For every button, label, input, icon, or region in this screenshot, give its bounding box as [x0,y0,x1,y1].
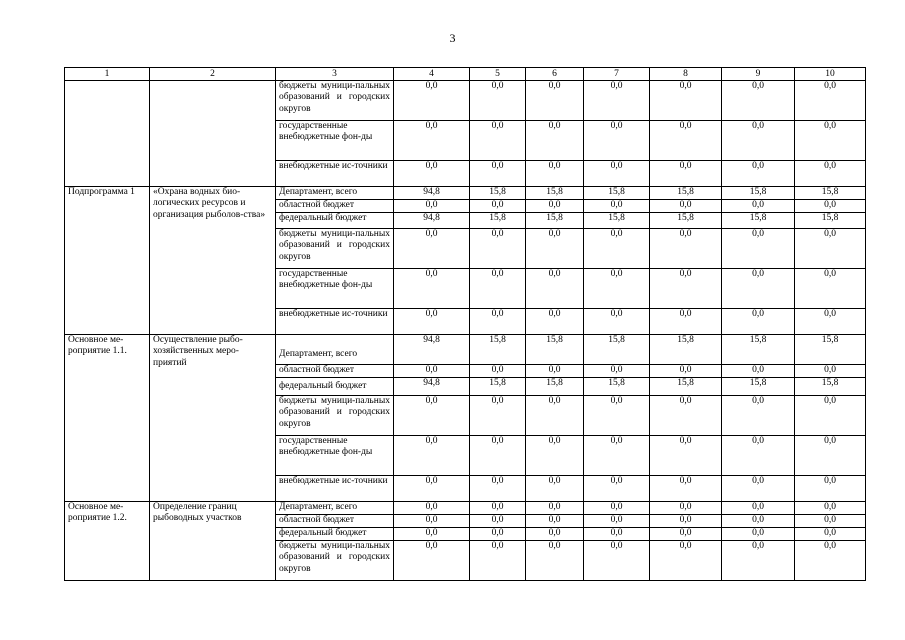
value-cell: 15,8 [650,335,722,365]
value-cell: 0,0 [722,121,795,161]
funding-source-cell: государственные внебюджетные фон-ды [276,121,394,161]
value-cell: 0,0 [795,309,866,335]
funding-source-cell: бюджеты муници-пальных образований и городских округов [276,396,394,436]
value-cell: 15,8 [584,378,650,396]
value-cell: 0,0 [722,396,795,436]
value-cell: 0,0 [650,229,722,269]
value-cell: 0,0 [526,121,584,161]
funding-source-cell: государственные внебюджетные фон-ды [276,269,394,309]
value-cell: 15,8 [795,213,866,229]
value-cell: 15,8 [650,187,722,200]
value-cell: 0,0 [526,436,584,476]
value-cell: 0,0 [394,200,470,213]
value-cell: 0,0 [526,229,584,269]
value-cell: 0,0 [795,121,866,161]
value-cell: 0,0 [526,502,584,515]
value-cell: 0,0 [526,200,584,213]
value-cell: 0,0 [526,541,584,581]
header-cell: 6 [526,68,584,81]
value-cell: 0,0 [584,515,650,528]
value-cell: 15,8 [795,335,866,365]
funding-source-cell: федеральный бюджет [276,528,394,541]
value-cell: 15,8 [722,187,795,200]
value-cell: 0,0 [394,436,470,476]
value-cell: 0,0 [526,476,584,502]
value-cell: 0,0 [795,476,866,502]
value-cell: 0,0 [650,396,722,436]
value-cell: 0,0 [795,502,866,515]
funding-source-cell: бюджеты муници-пальных образований и городских округов [276,541,394,581]
value-cell: 94,8 [394,335,470,365]
value-cell: 0,0 [394,161,470,187]
value-cell: 94,8 [394,378,470,396]
value-cell: 15,8 [470,187,526,200]
value-cell: 0,0 [795,269,866,309]
value-cell: 0,0 [526,528,584,541]
value-cell: 0,0 [795,515,866,528]
header-cell: 7 [584,68,650,81]
value-cell: 0,0 [526,515,584,528]
value-cell: 0,0 [650,200,722,213]
value-cell: 0,0 [584,436,650,476]
value-cell: 0,0 [650,121,722,161]
value-cell: 0,0 [650,269,722,309]
value-cell: 15,8 [584,335,650,365]
value-cell: 0,0 [470,81,526,121]
value-cell: 0,0 [722,365,795,378]
funding-source-cell: Департамент, всего [276,187,394,200]
value-cell: 15,8 [584,187,650,200]
value-cell: 0,0 [584,476,650,502]
value-cell: 0,0 [795,541,866,581]
value-cell: 0,0 [394,229,470,269]
value-cell: 0,0 [722,200,795,213]
funding-source-cell: Департамент, всего [276,502,394,515]
value-cell: 94,8 [394,187,470,200]
value-cell: 0,0 [795,396,866,436]
funding-source-cell: областной бюджет [276,515,394,528]
table-row [65,335,866,365]
value-cell: 0,0 [470,229,526,269]
value-cell: 0,0 [470,121,526,161]
value-cell: 0,0 [470,161,526,187]
value-cell: 15,8 [650,213,722,229]
funding-source-cell: федеральный бюджет [276,378,394,396]
value-cell: 15,8 [795,187,866,200]
value-cell: 0,0 [584,396,650,436]
value-cell: 0,0 [526,309,584,335]
value-cell: 0,0 [584,81,650,121]
funding-table [64,67,866,581]
value-cell: 0,0 [795,81,866,121]
value-cell: 15,8 [795,378,866,396]
funding-source-cell: государственные внебюджетные фон-ды [276,436,394,476]
value-cell: 0,0 [795,229,866,269]
value-cell: 0,0 [722,541,795,581]
value-cell: 0,0 [526,161,584,187]
value-cell: 0,0 [526,81,584,121]
value-cell: 0,0 [470,502,526,515]
table-body [65,68,866,581]
value-cell: 15,8 [584,213,650,229]
value-cell: 0,0 [722,309,795,335]
value-cell: 0,0 [722,515,795,528]
value-cell: 0,0 [650,161,722,187]
value-cell: 0,0 [526,269,584,309]
value-cell: 0,0 [470,309,526,335]
value-cell: 0,0 [795,365,866,378]
value-cell: 0,0 [394,476,470,502]
header-cell: 5 [470,68,526,81]
value-cell: 0,0 [584,200,650,213]
value-cell: 0,0 [394,515,470,528]
value-cell: 0,0 [722,502,795,515]
value-cell: 0,0 [650,502,722,515]
funding-source-cell: бюджеты муници-пальных образований и городских округов [276,81,394,121]
value-cell: 0,0 [394,502,470,515]
value-cell: 0,0 [526,365,584,378]
funding-source-cell: областной бюджет [276,200,394,213]
value-cell: 15,8 [526,378,584,396]
value-cell: 0,0 [795,200,866,213]
header-cell: 2 [150,68,276,81]
funding-source-cell: бюджеты муници-пальных образований и городских округов [276,229,394,269]
value-cell: 0,0 [470,476,526,502]
value-cell: 0,0 [722,161,795,187]
value-cell: 0,0 [394,81,470,121]
value-cell: 15,8 [526,187,584,200]
program-name-cell [65,81,150,187]
value-cell: 15,8 [526,213,584,229]
value-cell: 0,0 [584,269,650,309]
value-cell: 0,0 [584,541,650,581]
value-cell: 0,0 [795,436,866,476]
value-cell: 0,0 [650,365,722,378]
value-cell: 0,0 [795,528,866,541]
table-row [65,187,866,200]
value-cell: 0,0 [470,528,526,541]
value-cell: 0,0 [795,161,866,187]
table-row [65,81,866,121]
value-cell: 0,0 [722,229,795,269]
value-cell: 0,0 [584,502,650,515]
header-cell: 9 [722,68,795,81]
program-name-cell: Подпрограмма 1 [65,187,150,335]
value-cell: 15,8 [470,335,526,365]
value-cell: 0,0 [470,200,526,213]
funding-source-cell: областной бюджет [276,365,394,378]
value-cell: 0,0 [394,396,470,436]
value-cell: 0,0 [650,436,722,476]
value-cell: 15,8 [470,213,526,229]
table-row [65,502,866,515]
program-name-cell: Основное ме-роприятие 1.1. [65,335,150,502]
funding-source-cell: внебюджетные ис-точники [276,309,394,335]
value-cell: 0,0 [650,476,722,502]
value-cell: 15,8 [722,213,795,229]
value-cell: 0,0 [394,309,470,335]
value-cell: 0,0 [394,528,470,541]
value-cell: 15,8 [526,335,584,365]
header-cell: 8 [650,68,722,81]
value-cell: 0,0 [722,436,795,476]
value-cell: 0,0 [394,541,470,581]
funding-source-cell: федеральный бюджет [276,213,394,229]
funding-source-cell: внебюджетные ис-точники [276,161,394,187]
funding-source-cell: внебюджетные ис-точники [276,476,394,502]
value-cell: 0,0 [722,476,795,502]
header-cell: 4 [394,68,470,81]
table-header-row [65,68,866,81]
value-cell: 15,8 [722,335,795,365]
value-cell: 0,0 [584,121,650,161]
value-cell: 0,0 [470,541,526,581]
program-name-cell: Основное ме-роприятие 1.2. [65,502,150,581]
value-cell: 0,0 [584,229,650,269]
value-cell: 15,8 [722,378,795,396]
value-cell: 15,8 [650,378,722,396]
program-title-cell: Осуществление рыбо-хозяйственных меро-приятий [150,335,276,502]
value-cell: 0,0 [394,269,470,309]
value-cell: 0,0 [650,541,722,581]
header-cell: 3 [276,68,394,81]
value-cell: 94,8 [394,213,470,229]
value-cell: 0,0 [584,528,650,541]
value-cell: 0,0 [722,81,795,121]
value-cell: 15,8 [470,378,526,396]
value-cell: 0,0 [526,396,584,436]
page-number: 3 [449,31,456,45]
value-cell: 0,0 [470,396,526,436]
header-cell: 1 [65,68,150,81]
value-cell: 0,0 [394,365,470,378]
value-cell: 0,0 [470,365,526,378]
program-title-cell: Определение границ рыбоводных участков [150,502,276,581]
value-cell: 0,0 [584,365,650,378]
program-title-cell [150,81,276,187]
program-title-cell: «Охрана водных био-логических ресурсов и организация рыболов-ства» [150,187,276,335]
value-cell: 0,0 [584,161,650,187]
value-cell: 0,0 [650,515,722,528]
value-cell: 0,0 [722,528,795,541]
value-cell: 0,0 [584,309,650,335]
value-cell: 0,0 [470,515,526,528]
value-cell: 0,0 [650,528,722,541]
value-cell: 0,0 [722,269,795,309]
value-cell: 0,0 [470,436,526,476]
header-cell: 10 [795,68,866,81]
value-cell: 0,0 [470,269,526,309]
funding-source-cell: Департамент, всего [276,335,394,365]
value-cell: 0,0 [650,81,722,121]
value-cell: 0,0 [394,121,470,161]
value-cell: 0,0 [650,309,722,335]
